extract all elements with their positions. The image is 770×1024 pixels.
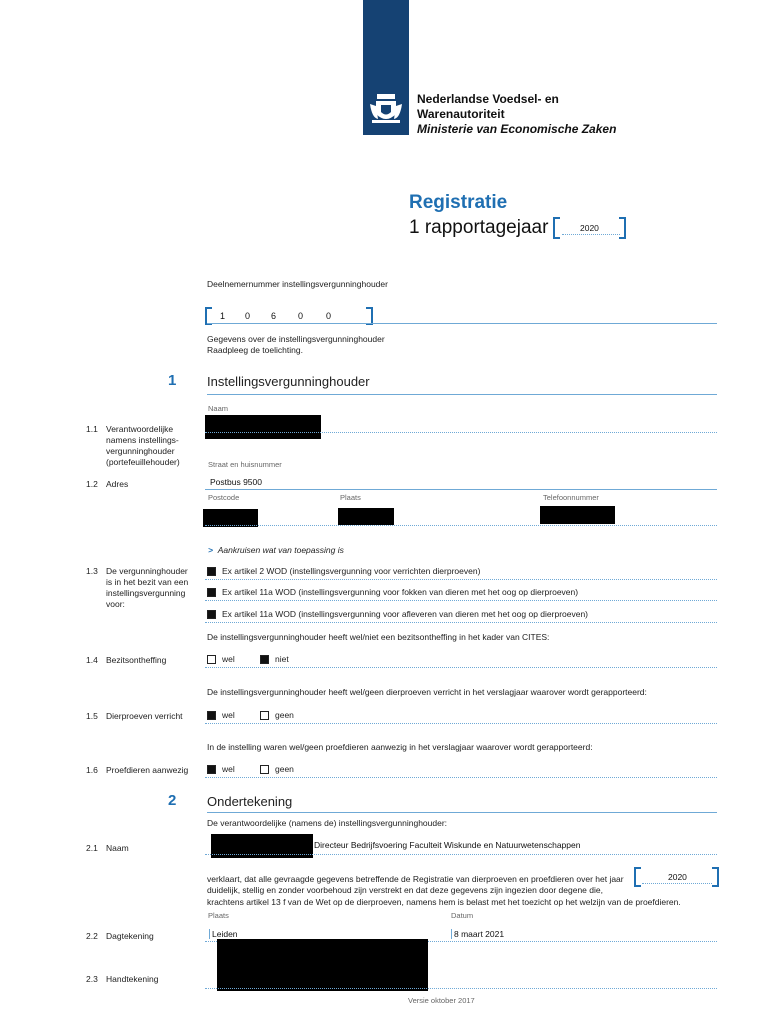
field-line	[205, 600, 717, 601]
street-field[interactable]: Postbus 9500	[210, 477, 262, 487]
row-label-1-5: Dierproeven verricht	[106, 711, 183, 721]
label-line: instellingsvergunning	[106, 588, 186, 598]
instruction-text: Aankruisen wat van toepassing is	[217, 545, 344, 555]
option-label: geen	[275, 764, 294, 774]
checkbox-unchecked[interactable]	[260, 711, 269, 720]
org-name-line2: Warenautoriteit	[417, 107, 505, 121]
redacted-name	[205, 415, 321, 439]
field-line	[205, 525, 717, 526]
label-line: voor:	[106, 599, 125, 609]
row-number: 1.1	[86, 424, 98, 434]
row-label-1-3	[106, 566, 188, 610]
declaration-line3: krachtens artikel 13 f van de Wet op de dierproeven, namens hem is belast met het toezicht op het welzijn van de proefdieren.	[207, 897, 681, 907]
field-line	[642, 883, 712, 884]
decl-year-bracket-left	[634, 867, 641, 887]
license-option[interactable]	[207, 587, 578, 597]
redacted-signature	[217, 939, 428, 991]
year-bracket-left	[553, 217, 560, 239]
checkbox-unchecked[interactable]	[260, 765, 269, 774]
checkbox-checked[interactable]	[207, 711, 216, 720]
option-label: wel	[222, 764, 235, 774]
logo-text	[417, 92, 616, 137]
option-geen[interactable]	[260, 764, 294, 774]
section-1-title: Instellingsvergunninghouder	[207, 374, 370, 389]
field-label-phone: Telefoonnummer	[543, 493, 599, 502]
row-number: 1.4	[86, 655, 98, 665]
option-label: wel	[222, 710, 235, 720]
checkbox-unchecked[interactable]	[207, 655, 216, 664]
row-number: 2.1	[86, 843, 98, 853]
field-line	[205, 432, 717, 433]
row-label-naam: Naam	[106, 843, 129, 853]
label-line: Verantwoordelijke	[106, 424, 174, 434]
statement-1-4: De instellingsvergunninghouder heeft wel/niet een bezitsontheffing in het kader van CITES:	[207, 632, 550, 642]
option-label: niet	[275, 654, 289, 664]
row-number: 1.2	[86, 479, 98, 489]
field-line	[205, 854, 717, 855]
row-number: 2.2	[86, 931, 98, 941]
info-line: Gegevens over de instellingsvergunninghouder	[207, 334, 385, 344]
redacted-place	[338, 508, 394, 525]
divider	[207, 323, 717, 324]
version-footer: Versie oktober 2017	[408, 996, 475, 1005]
checkbox-checked[interactable]	[207, 765, 216, 774]
row-number: 2.3	[86, 974, 98, 984]
label-line: is in het bezit van een	[106, 577, 189, 587]
section-2-title: Ondertekening	[207, 794, 293, 809]
divider	[207, 812, 717, 813]
participant-digit[interactable]: 0	[298, 311, 304, 321]
decl-year-bracket-right	[712, 867, 719, 887]
declaration-year[interactable]: 2020	[668, 872, 687, 882]
participant-number-label: Deelnemernummer instellingsvergunninghouder	[207, 279, 388, 289]
info-line: Raadpleeg de toelichting.	[207, 345, 303, 355]
field-label-place: Plaats	[208, 911, 229, 920]
checkbox-checked[interactable]	[260, 655, 269, 664]
field-label-place: Plaats	[340, 493, 361, 502]
field-line	[205, 622, 717, 623]
section-1-number: 1	[168, 372, 177, 389]
chevron-right-icon: >	[208, 545, 213, 555]
option-geen[interactable]	[260, 710, 294, 720]
option-label: Ex artikel 2 WOD (instellingsvergunning voor verrichten dierproeven)	[222, 566, 481, 576]
checkbox-checked[interactable]	[207, 567, 216, 576]
field-line	[205, 489, 717, 490]
row-label-1-4: Bezitsontheffing	[106, 655, 167, 665]
section-2-number: 2	[168, 792, 177, 809]
rapportage-year[interactable]: 2020	[580, 223, 599, 233]
option-wel[interactable]	[207, 710, 235, 720]
field-line	[205, 667, 717, 668]
field-label-naam: Naam	[208, 404, 229, 413]
declaration-line1: verklaart, dat alle gevraagde gegevens betreffende de Registratie van dierproeven en proefdieren over het jaar	[207, 874, 624, 884]
date-field[interactable]: 8 maart 2021	[451, 929, 504, 939]
instruction	[208, 545, 344, 555]
label-line: vergunninghouder	[106, 446, 175, 456]
signatory-function[interactable]: Directeur Bedrijfsvoering Faculteit Wiskunde en Natuurwetenschappen	[314, 840, 581, 850]
statement-1-5: De instellingsvergunninghouder heeft wel/geen dierproeven verricht in het verslagjaar waarover wordt gerapporteerd:	[207, 687, 647, 697]
participant-digit[interactable]: 6	[271, 311, 277, 321]
option-label: wel	[222, 654, 235, 664]
row-label-adres: Adres	[106, 479, 129, 489]
participant-digit[interactable]: 1	[220, 311, 226, 321]
row-label-handtekening: Handtekening	[106, 974, 159, 984]
participant-info	[207, 334, 385, 356]
section-2-intro: De verantwoordelijke (namens de) instellingsvergunninghouder:	[207, 818, 448, 828]
redacted-phone	[540, 506, 615, 524]
label-line: (portefeuillehouder)	[106, 457, 180, 467]
field-label-date: Datum	[451, 911, 474, 920]
org-name-line1: Nederlandse Voedsel- en	[417, 92, 559, 106]
row-number: 1.6	[86, 765, 98, 775]
option-label: geen	[275, 710, 294, 720]
option-label: Ex artikel 11a WOD (instellingsvergunning voor fokken van dieren met het oog op dierproeven)	[222, 587, 579, 597]
year-bracket-right	[619, 217, 626, 239]
field-line	[205, 579, 717, 580]
statement-1-6: In de instelling waren wel/geen proefdieren aanwezig in het verslagjaar waarover wordt gerapporteerd:	[207, 742, 593, 752]
label-line: namens instellings-	[106, 435, 179, 445]
divider	[207, 394, 717, 395]
checkbox-checked[interactable]	[207, 610, 216, 619]
field-line	[205, 723, 717, 724]
page-title: Registratie	[409, 192, 508, 213]
checkbox-checked[interactable]	[207, 588, 216, 597]
option-wel[interactable]	[207, 654, 235, 664]
ministry-name: Ministerie van Economische Zaken	[417, 122, 617, 136]
license-option[interactable]	[207, 566, 480, 576]
place-field[interactable]: Leiden	[209, 929, 238, 939]
field-label-postcode: Postcode	[208, 493, 240, 502]
field-line	[205, 988, 717, 989]
row-label-1-6: Proefdieren aanwezig	[106, 765, 189, 775]
label-line: De vergunninghouder	[106, 566, 188, 576]
year-field-line	[562, 234, 620, 235]
page-subtitle: 1 rapportagejaar	[409, 217, 549, 238]
row-number: 1.3	[86, 566, 98, 576]
participant-digit[interactable]: 0	[245, 311, 251, 321]
row-number: 1.5	[86, 711, 98, 721]
field-line	[205, 777, 717, 778]
option-label: Ex artikel 11a WOD (instellingsvergunning voor afleveren van dieren met het oog op dierproeven)	[222, 609, 589, 619]
field-label-street: Straat en huisnummer	[208, 460, 282, 469]
crest-icon	[368, 92, 404, 126]
declaration-line2: duidelijk, stellig en zonder voorbehoud zijn verstrekt en dat deze gegevens zijn ingezien door degene die,	[207, 885, 603, 895]
row-label-1-1	[106, 424, 180, 468]
license-option[interactable]	[207, 609, 588, 619]
option-niet[interactable]	[260, 654, 289, 664]
option-wel[interactable]	[207, 764, 235, 774]
participant-digit[interactable]: 0	[326, 311, 332, 321]
row-label-dagtekening: Dagtekening	[106, 931, 154, 941]
